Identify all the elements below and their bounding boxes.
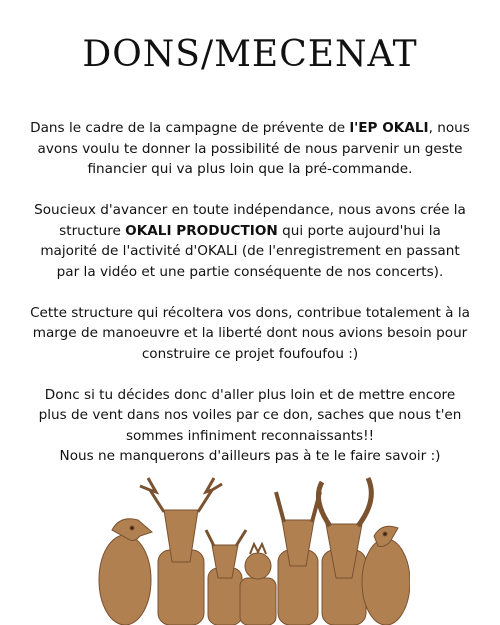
paragraph-3: Cette structure qui récoltera vos dons, contribue totalement à la marge de manoeuvre et la liberté dont nous avions besoin pour construire ce projet foufoufou :) xyxy=(30,304,470,362)
woman-figure xyxy=(240,544,276,625)
carved-figures-illustration xyxy=(90,470,410,625)
horned-figure-center xyxy=(276,492,320,625)
paragraph-1 xyxy=(30,118,470,180)
structure-name: OKALI PRODUCTION xyxy=(125,222,278,239)
paragraph-4-closing: Nous ne manquerons d'ailleurs pas à te le faire savoir :) xyxy=(59,448,441,464)
goat-figure xyxy=(318,478,371,625)
eagle-figure-left xyxy=(99,519,152,625)
page-title: DONS/MECENAT xyxy=(82,34,418,75)
paragraph-2-intro: Soucieux d'avancer en toute indépendance, nous avons crée la structure xyxy=(34,202,466,239)
paragraph-4 xyxy=(30,385,470,467)
paragraph-4-main: Donc si tu décides donc d'aller plus loin et de mettre encore plus de vent dans nos voiles par ce don, saches que nous t'en sommes infiniment reconnaissants!! xyxy=(38,386,462,444)
paragraph-1-rest: , nous avons voulu te donner la possibilité de nous parvenir un geste financier qui va plus loin que la pré-commande. xyxy=(37,120,470,177)
paragraph-1-intro: Dans le cadre de la campagne de prévente de xyxy=(30,120,350,136)
paragraph-2 xyxy=(30,200,470,282)
eagle-figure-right xyxy=(362,526,410,625)
paragraph-2-rest: qui porte aujourd'hui la majorité de l'activité d'OKALI (de l'enregistrement en passant par la vidéo et une partie conséquente de nos concerts). xyxy=(40,222,460,280)
body-text xyxy=(30,118,470,487)
ep-name: l'EP OKALI xyxy=(349,120,429,136)
